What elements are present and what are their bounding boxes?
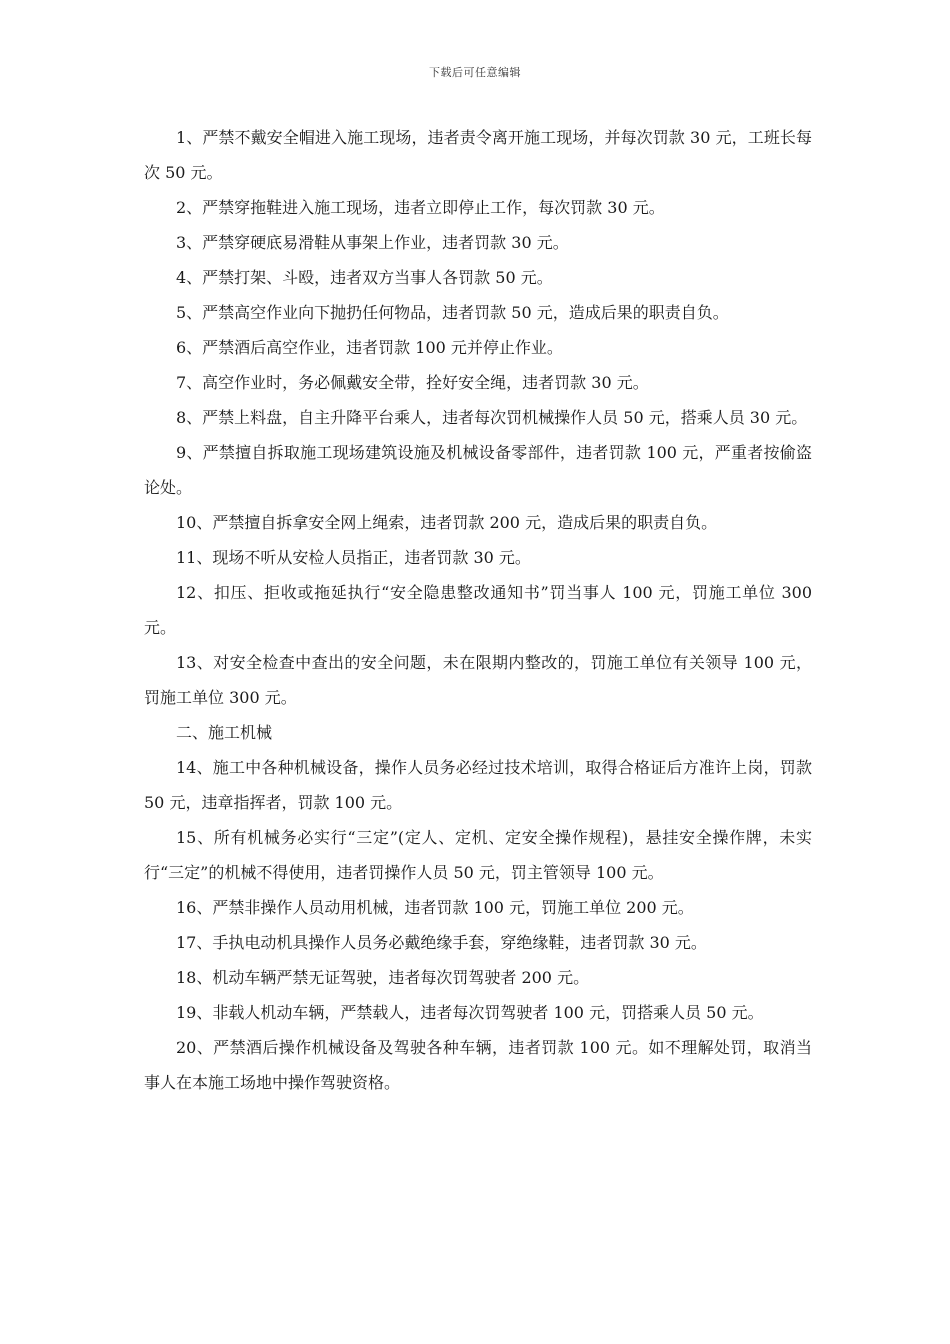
rule-paragraph: 5、严禁高空作业向下抛扔任何物品，违者罚款 50 元，造成后果的职责自负。 <box>176 303 729 322</box>
rule-paragraph: 2、严禁穿拖鞋进入施工现场，违者立即停止工作，每次罚款 30 元。 <box>176 198 665 217</box>
rule-paragraph: 20、严禁酒后操作机械设备及驾驶各种车辆，违者罚款 100 元。如不理解处罚，取消当事人在本施工场地中操作驾驶资格。 <box>144 1038 812 1092</box>
rule-paragraph: 18、机动车辆严禁无证驾驶，违者每次罚驾驶者 200 元。 <box>176 968 590 987</box>
rule-paragraph: 19、非载人机动车辆，严禁载人，违者每次罚驾驶者 100 元，罚搭乘人员 50 元。 <box>176 1003 764 1022</box>
rule-paragraph: 13、对安全检查中查出的安全问题，未在限期内整改的，罚施工单位有关领导 100 元，罚施工单位 300 元。 <box>144 653 812 707</box>
rule-paragraph: 1、严禁不戴安全帽进入施工现场，违者责令离开施工现场，并每次罚款 30 元，工班长每次 50 元。 <box>144 128 812 182</box>
rule-paragraph: 6、严禁酒后高空作业，违者罚款 100 元并停止作业。 <box>176 338 563 357</box>
rule-paragraph: 12、扣压、拒收或拖延执行“安全隐患整改通知书”罚当事人 100 元，罚施工单位 300 元。 <box>144 583 812 637</box>
rule-paragraph: 16、严禁非操作人员动用机械，违者罚款 100 元，罚施工单位 200 元。 <box>176 898 694 917</box>
rule-paragraph: 9、严禁擅自拆取施工现场建筑设施及机械设备零部件，违者罚款 100 元，严重者按偷盗论处。 <box>144 443 812 497</box>
document-body <box>144 120 812 1100</box>
rule-paragraph: 14、施工中各种机械设备，操作人员务必经过技术培训，取得合格证后方准许上岗，罚款 50 元，违章指挥者，罚款 100 元。 <box>144 758 812 812</box>
rule-paragraph: 3、严禁穿硬底易滑鞋从事架上作业，违者罚款 30 元。 <box>176 233 569 252</box>
page-header: 下载后可任意编辑 <box>429 66 521 79</box>
rule-paragraph: 4、严禁打架、斗殴，违者双方当事人各罚款 50 元。 <box>176 268 553 287</box>
rule-paragraph: 7、高空作业时，务必佩戴安全带，拴好安全绳，违者罚款 30 元。 <box>176 373 649 392</box>
rule-paragraph: 15、所有机械务必实行“三定”(定人、定机、定安全操作规程)，悬挂安全操作牌，未实行“三定”的机械不得使用，违者罚操作人员 50 元，罚主管领导 100 元。 <box>144 828 812 882</box>
section-heading: 二、施工机械 <box>176 723 273 742</box>
rule-paragraph: 8、严禁上料盘，自主升降平台乘人，违者每次罚机械操作人员 50 元，搭乘人员 30 元。 <box>176 408 808 427</box>
rule-paragraph: 10、严禁擅自拆拿安全网上绳索，违者罚款 200 元，造成后果的职责自负。 <box>176 513 718 532</box>
rule-paragraph: 11、现场不听从安检人员指正，违者罚款 30 元。 <box>176 548 531 567</box>
rule-paragraph: 17、手执电动机具操作人员务必戴绝缘手套，穿绝缘鞋，违者罚款 30 元。 <box>176 933 707 952</box>
